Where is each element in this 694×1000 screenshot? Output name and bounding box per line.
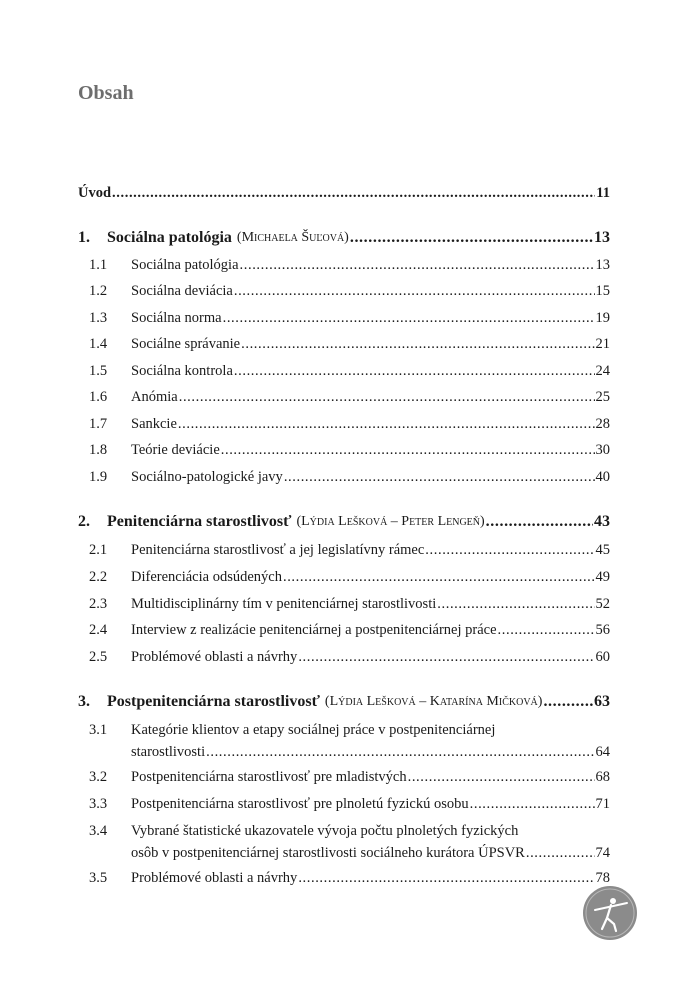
section-page: 68: [595, 769, 610, 785]
section-page: 15: [595, 283, 610, 299]
section-title: Postpenitenciárna starostlivosť pre plnoletú fyzickú osobu: [131, 796, 469, 812]
chapter-author: (Lýdia Lešková – Peter Lengeň): [296, 514, 485, 529]
section-number: 1.7: [89, 416, 108, 432]
section-title: Postpenitenciárna starostlivosť pre mladistvých: [131, 769, 407, 785]
section-title: Interview z realizácie penitenciárnej a postpenitenciárnej práce: [131, 622, 497, 638]
section-number: 2.3: [89, 596, 108, 612]
toc-section[interactable]: [89, 441, 610, 459]
toc-section[interactable]: [89, 309, 610, 327]
dot-leader: [425, 541, 594, 559]
section-title: Sociálno-patologické javy: [131, 469, 283, 485]
chapter-page: 13: [594, 229, 610, 246]
toc-section[interactable]: [89, 869, 610, 887]
toc-section[interactable]: [89, 256, 610, 274]
toc-section[interactable]: [89, 282, 610, 300]
dot-leader: [350, 229, 593, 247]
chapter-author: (Michaela Šuľová): [236, 230, 349, 245]
section-number: 1.4: [89, 336, 108, 352]
toc-entry-intro[interactable]: [78, 184, 610, 202]
publisher-logo: [583, 886, 637, 940]
section-page: 40: [595, 469, 610, 485]
section-number: 3.2: [89, 769, 108, 785]
section-number: 3.5: [89, 870, 108, 886]
section-page: 25: [595, 389, 610, 405]
section-title: Vybrané štatistické ukazovatele vývoja počtu plnoletých fyzických: [131, 823, 519, 839]
section-number: 1.9: [89, 469, 108, 485]
chapter-title: Postpenitenciárna starostlivosť: [107, 693, 320, 710]
section-page: 24: [595, 363, 610, 379]
section-title: Kategórie klientov a etapy sociálnej práce v postpenitenciárnej: [131, 722, 496, 738]
entry-page: 11: [596, 185, 610, 201]
section-title: Sociálna deviácia: [131, 283, 233, 299]
toc-section[interactable]: [89, 362, 610, 380]
dot-leader: [543, 693, 593, 711]
section-title: Anómia: [131, 389, 178, 405]
section-number: 1.6: [89, 389, 108, 405]
section-page: 30: [595, 442, 610, 458]
section-page: 64: [595, 744, 610, 760]
dot-leader: [206, 743, 594, 761]
dot-leader: [526, 844, 595, 862]
section-number: 3.1: [89, 722, 108, 738]
dot-leader: [178, 415, 595, 433]
section-page: 21: [595, 336, 610, 352]
toc-section[interactable]: [89, 568, 610, 586]
chapter-title: Penitenciárna starostlivosť: [107, 513, 292, 530]
section-title: Sankcie: [131, 416, 177, 432]
dot-leader: [498, 621, 595, 639]
section-number: 1.2: [89, 283, 108, 299]
section-title: Teórie deviácie: [131, 442, 220, 458]
section-page: 60: [595, 649, 610, 665]
section-title: Sociálna norma: [131, 310, 222, 326]
chapter-page: 63: [594, 693, 610, 710]
section-title: Problémové oblasti a návrhy: [131, 870, 298, 886]
toc-section[interactable]: [89, 415, 610, 433]
chapter-page: 43: [594, 513, 610, 530]
section-title: Sociálna patológia: [131, 257, 239, 273]
section-page: 28: [595, 416, 610, 432]
chapter-author: (Lýdia Lešková – Katarína Mičková): [324, 694, 543, 709]
dot-leader: [240, 256, 595, 274]
toc-section[interactable]: [89, 388, 610, 406]
dot-leader: [223, 309, 595, 327]
section-page: 45: [595, 542, 610, 558]
dot-leader: [486, 513, 593, 531]
section-number: 2.4: [89, 622, 108, 638]
dot-leader: [298, 869, 594, 887]
section-number: 1.8: [89, 442, 108, 458]
toc-section[interactable]: [89, 768, 610, 786]
toc-chapter-3[interactable]: [78, 693, 610, 711]
section-page: 13: [595, 257, 610, 273]
section-number: 2.1: [89, 542, 108, 558]
entry-title: Úvod: [78, 185, 112, 201]
toc-heading: Obsah: [78, 82, 134, 104]
section-page: 56: [595, 622, 610, 638]
section-number: 3.4: [89, 823, 108, 839]
section-page: 19: [595, 310, 610, 326]
section-title: Diferenciácia odsúdených: [131, 569, 282, 585]
chapter-number: 3.: [78, 693, 90, 710]
section-title: Sociálna kontrola: [131, 363, 233, 379]
toc-section[interactable]: [89, 795, 610, 813]
section-number: 1.1: [89, 257, 108, 273]
dot-leader: [283, 568, 595, 586]
section-number: 2.5: [89, 649, 108, 665]
toc-chapter-1[interactable]: [78, 229, 610, 247]
section-title: Problémové oblasti a návrhy: [131, 649, 298, 665]
section-page: 49: [595, 569, 610, 585]
dot-leader: [112, 184, 595, 202]
dot-leader: [408, 768, 595, 786]
figure-icon: [583, 886, 637, 940]
section-title: Sociálne správanie: [131, 336, 241, 352]
section-number: 3.3: [89, 796, 108, 812]
toc-chapter-2[interactable]: [78, 513, 610, 531]
section-number: 2.2: [89, 569, 108, 585]
section-page: 74: [595, 845, 610, 861]
section-number: 1.5: [89, 363, 108, 379]
toc-section[interactable]: [89, 721, 610, 761]
dot-leader: [470, 795, 595, 813]
dot-leader: [241, 335, 594, 353]
dot-leader: [284, 468, 595, 486]
chapter-number: 2.: [78, 513, 90, 530]
dot-leader: [221, 441, 595, 459]
section-page: 52: [595, 596, 610, 612]
section-title: Penitenciárna starostlivosť a jej legislatívny rámec: [131, 542, 425, 558]
toc-section[interactable]: [89, 621, 610, 639]
section-number: 1.3: [89, 310, 108, 326]
chapter-title: Sociálna patológia: [107, 229, 232, 246]
section-title-continued: starostlivosti: [131, 744, 206, 760]
dot-leader: [179, 388, 595, 406]
toc-section[interactable]: [89, 541, 610, 559]
toc-section[interactable]: [89, 822, 610, 862]
dot-leader: [437, 595, 594, 613]
section-page: 78: [595, 870, 610, 886]
toc-section[interactable]: [89, 648, 610, 666]
section-title-continued: osôb v postpenitenciárnej starostlivosti sociálneho kurátora ÚPSVR: [131, 845, 525, 861]
dot-leader: [234, 362, 595, 380]
chapter-number: 1.: [78, 229, 90, 246]
toc-section[interactable]: [89, 595, 610, 613]
section-page: 71: [595, 796, 610, 812]
dot-leader: [298, 648, 594, 666]
toc-section[interactable]: [89, 335, 610, 353]
toc-section[interactable]: [89, 468, 610, 486]
dot-leader: [234, 282, 595, 300]
section-title: Multidisciplinárny tím v penitenciárnej starostlivosti: [131, 596, 437, 612]
